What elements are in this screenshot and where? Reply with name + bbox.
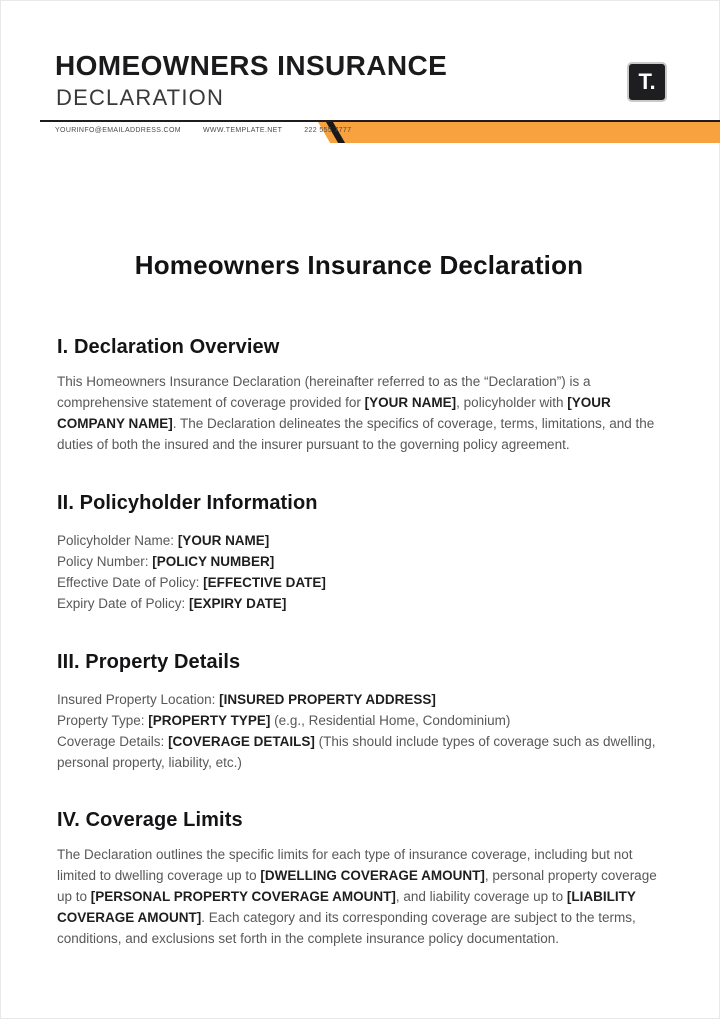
info-line-expiry-date: Expiry Date of Policy: [EXPIRY DATE] [57,596,287,611]
declaration-overview-paragraph: This Homeowners Insurance Declaration (hereinafter referred to as the “Declaration”) is a comprehensive statement of coverage provided for [YOUR NAME], policyholder with [YOUR COMPANY NAME]. The Declaration delineates the specifics of coverage, terms, limitations, and the duties of both the insured and the insurer pursuant to the governing policy agreement. [57,374,655,452]
section-property-details [57,651,661,773]
info-line-policy-number: Policy Number: [POLICY NUMBER] [57,554,275,569]
info-line-policyholder-name: Policyholder Name: [YOUR NAME] [57,533,270,548]
section-heading-property-details: III. Property Details [57,651,241,673]
contact-website: WWW.TEMPLATE.NET [202,127,283,134]
contact-phone: 222 555 7777 [304,127,352,134]
section-declaration-overview [57,336,661,455]
brand-logo-letter: T. [638,69,656,94]
policyholder-info-list [57,530,661,614]
coverage-limits-paragraph: The Declaration outlines the specific limits for each type of insurance coverage, including but not limited to dwelling coverage up to [DWELLING COVERAGE AMOUNT], personal property coverage up to [PERSONAL PROPERTY COVERAGE AMOUNT], and liability coverage up to [LIABILITY COVERAGE AMOUNT]. Each category and its corresponding coverage are subject to the terms, conditions, and exclusions set forth in the complete insurance policy documentation. [57,847,657,946]
info-line-property-type: Property Type: [PROPERTY TYPE] (e.g., Residential Home, Condominium) [57,713,511,728]
header-divider [40,120,720,122]
brand-subtitle: DECLARATION [56,85,225,110]
section-heading-coverage-limits: IV. Coverage Limits [57,809,243,831]
info-line-property-location: Insured Property Location: [INSURED PROPERTY ADDRESS] [57,692,436,707]
section-heading-policyholder-information: II. Policyholder Information [57,492,318,514]
section-coverage-limits [57,809,661,949]
contact-email: YOURINFO@EMAILADDRESS.COM [55,127,181,134]
document-title: Homeowners Insurance Declaration [134,250,584,280]
info-line-coverage-details: Coverage Details: [COVERAGE DETAILS] (This should include types of coverage such as dwelling, personal property, liability, etc.) [57,734,656,770]
brand-title: HOMEOWNERS INSURANCE [55,50,448,81]
info-line-effective-date: Effective Date of Policy: [EFFECTIVE DATE] [57,575,326,590]
section-heading-declaration-overview: I. Declaration Overview [57,336,280,358]
property-details-list [57,689,661,773]
document-body [57,0,661,949]
section-policyholder-information [57,492,661,614]
